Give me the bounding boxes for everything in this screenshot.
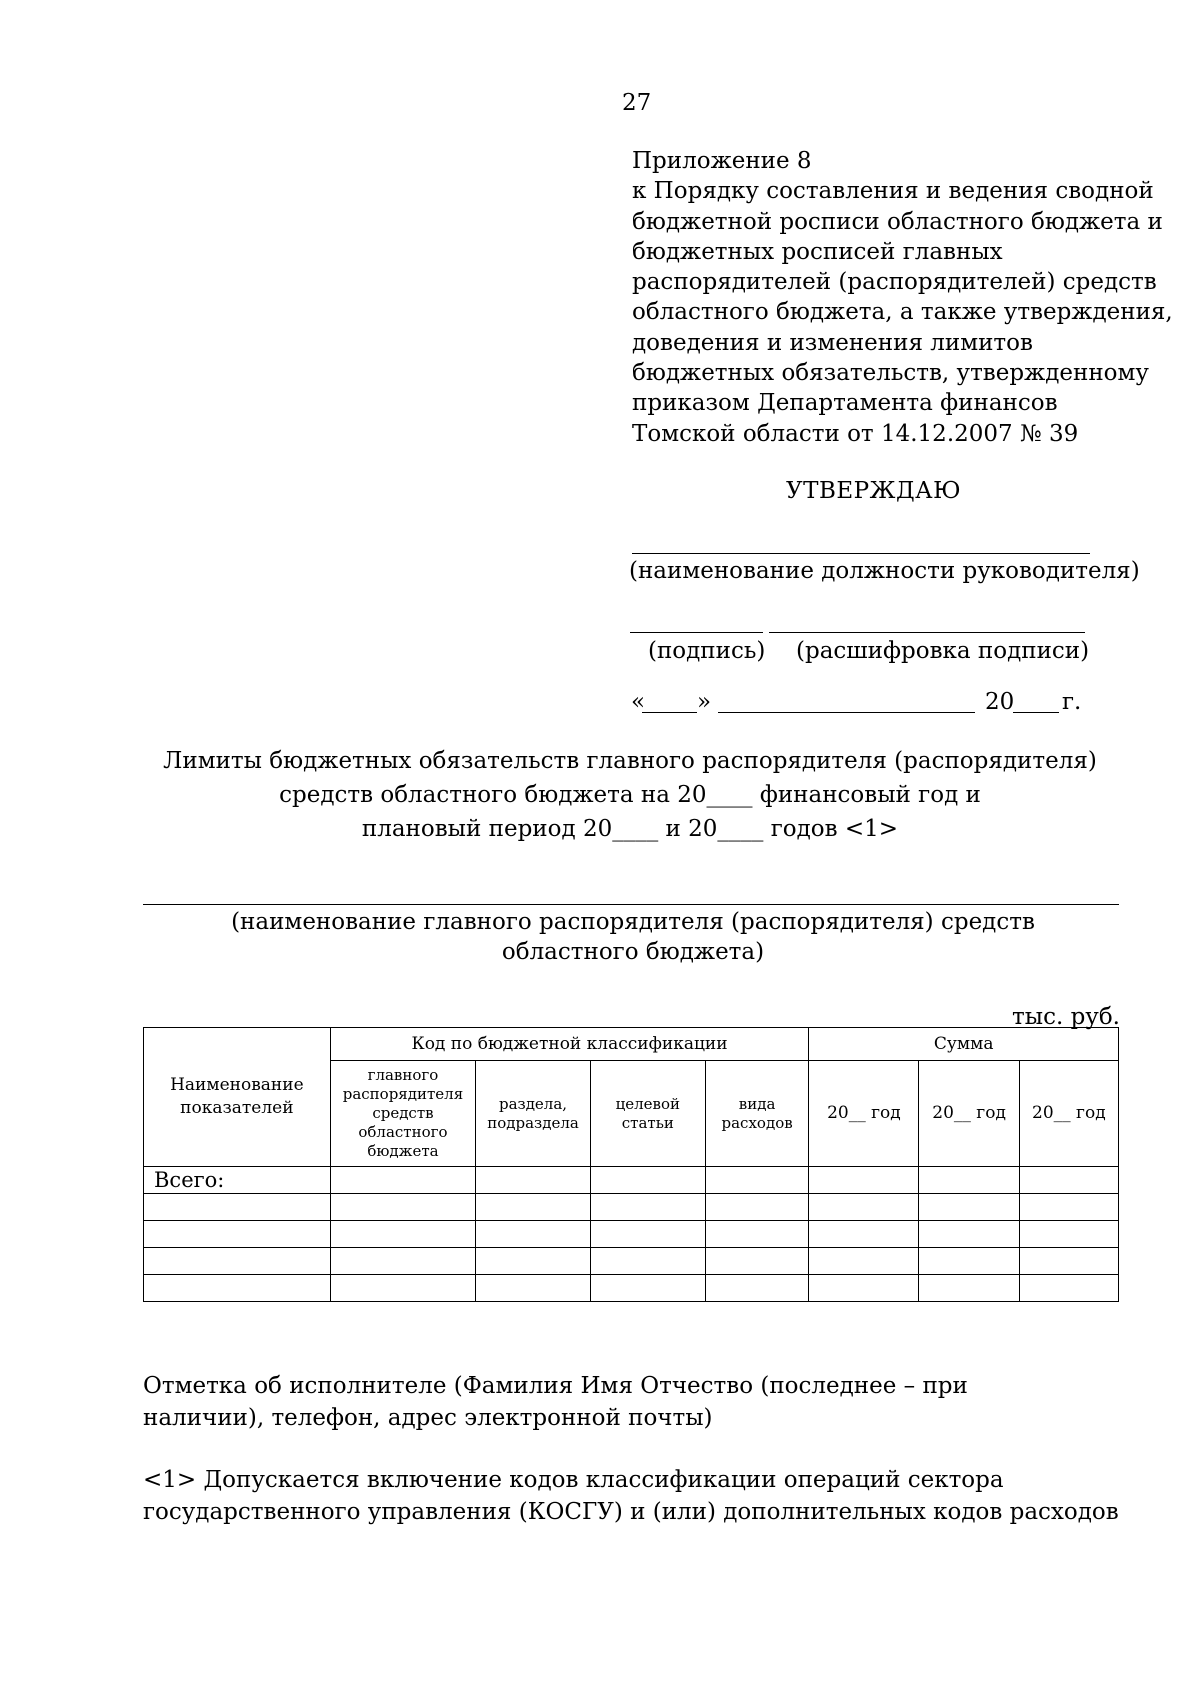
- table-cell: [476, 1167, 591, 1194]
- executor-note: Отметка об исполнителе (Фамилия Имя Отчество (последнее – при наличии), телефон, адрес электронной почты): [143, 1373, 968, 1431]
- date-year-suffix: г.: [1062, 689, 1082, 715]
- table-cell: [919, 1221, 1019, 1248]
- signature-line: [630, 632, 763, 633]
- date-year-prefix: 20: [985, 689, 1015, 715]
- approval-heading: УТВЕРЖДАЮ: [786, 478, 962, 504]
- table-cell: [330, 1194, 475, 1221]
- appendix-line: бюджетных обязательств, утвержденному: [632, 360, 1149, 387]
- limits-table: [143, 1027, 1119, 1302]
- table-cell: [590, 1167, 705, 1194]
- table-row: [144, 1248, 1119, 1275]
- table-cell: [705, 1167, 809, 1194]
- year-sum-header-1: 20__ год: [809, 1061, 919, 1167]
- budget-code-header: Код по бюджетной классификации: [330, 1028, 809, 1061]
- unit-label: тыс. руб.: [1012, 1004, 1120, 1030]
- table-cell: [330, 1221, 475, 1248]
- table-cell: [590, 1275, 705, 1302]
- table-cell: [476, 1275, 591, 1302]
- table-cell: [705, 1248, 809, 1275]
- date-open-quote: «: [631, 689, 646, 715]
- appendix-reference: [632, 146, 1173, 449]
- table-cell: [1019, 1275, 1118, 1302]
- table-cell: [705, 1194, 809, 1221]
- appendix-line: к Порядку составления и ведения сводной: [632, 178, 1154, 205]
- signature-caption: (подпись): [648, 638, 766, 664]
- organization-caption: (наименование главного распорядителя (распорядителя) средств областного бюджета): [231, 909, 1035, 965]
- appendix-line: бюджетной росписи областного бюджета и: [632, 208, 1163, 235]
- table-cell: [919, 1194, 1019, 1221]
- appendix-line: бюджетных росписей главных: [632, 238, 1003, 265]
- table-cell: [590, 1221, 705, 1248]
- table-row: [144, 1167, 1119, 1194]
- footnote: <1> Допускается включение кодов классификации операций сектора государственного управления (КОСГУ) и (или) дополнительных кодов расходов: [143, 1467, 1119, 1525]
- table-cell: [1019, 1248, 1118, 1275]
- date-month-line: [718, 712, 975, 713]
- table-cell: [809, 1194, 919, 1221]
- title-line: Лимиты бюджетных обязательств главного распорядителя (распорядителя): [163, 748, 1097, 774]
- table-row: [144, 1275, 1119, 1302]
- table-row: [144, 1221, 1119, 1248]
- table-cell: [590, 1194, 705, 1221]
- table-cell: [330, 1167, 475, 1194]
- table-cell: [144, 1248, 331, 1275]
- table-cell: [590, 1248, 705, 1275]
- table-cell: [144, 1194, 331, 1221]
- organization-line: [143, 904, 1119, 905]
- table-cell: [476, 1221, 591, 1248]
- table-cell: [919, 1167, 1019, 1194]
- position-signature-line: [632, 553, 1090, 554]
- indicator-header: Наименование показателей: [144, 1028, 331, 1167]
- table-cell: [144, 1221, 331, 1248]
- appendix-line: Приложение 8: [632, 148, 812, 174]
- target-item-code-header: целевой статьи: [590, 1061, 705, 1167]
- table-cell: [144, 1275, 331, 1302]
- table-cell: [705, 1275, 809, 1302]
- expense-type-code-header: вида расходов: [705, 1061, 809, 1167]
- date-close-quote: »: [697, 689, 712, 715]
- appendix-line: приказом Департамента финансов: [632, 390, 1058, 417]
- table-cell: [1019, 1167, 1118, 1194]
- section-code-header: раздела, подраздела: [476, 1061, 591, 1167]
- title-line: плановый период 20____ и 20____ годов <1>: [361, 816, 899, 842]
- sum-header: Сумма: [809, 1028, 1119, 1061]
- table-cell: [1019, 1221, 1118, 1248]
- table-cell: [809, 1221, 919, 1248]
- appendix-line: Томской области от 14.12.2007 № 39: [632, 420, 1079, 447]
- table-cell: [705, 1221, 809, 1248]
- table-cell: [476, 1248, 591, 1275]
- appendix-line: областного бюджета, а также утверждения,: [632, 299, 1173, 326]
- table-cell: [809, 1248, 919, 1275]
- year-sum-header-2: 20__ год: [919, 1061, 1019, 1167]
- table-row: [144, 1194, 1119, 1221]
- table-cell: [919, 1275, 1019, 1302]
- main-manager-code-header: главного распорядителя средств областного бюджета: [330, 1061, 475, 1167]
- table-cell: [919, 1248, 1019, 1275]
- appendix-line: доведения и изменения лимитов: [632, 329, 1033, 356]
- date-day-line: [642, 712, 697, 713]
- page-number: 27: [622, 90, 652, 116]
- table-cell: [476, 1194, 591, 1221]
- decoding-caption: (расшифровка подписи): [796, 638, 1090, 664]
- title-line: средств областного бюджета на 20____ финансовый год и: [279, 782, 981, 808]
- table-cell: [330, 1248, 475, 1275]
- total-row-label: Всего:: [144, 1167, 331, 1194]
- table-cell: [809, 1275, 919, 1302]
- signature-decoding-line: [769, 632, 1085, 633]
- appendix-line: распорядителей (распорядителей) средств: [632, 269, 1157, 296]
- year-sum-header-3: 20__ год: [1019, 1061, 1118, 1167]
- table-cell: [330, 1275, 475, 1302]
- table-cell: [1019, 1194, 1118, 1221]
- date-year-line: [1013, 712, 1059, 713]
- position-caption: (наименование должности руководителя): [629, 558, 1140, 584]
- document-title: [0, 746, 1200, 848]
- table-cell: [809, 1167, 919, 1194]
